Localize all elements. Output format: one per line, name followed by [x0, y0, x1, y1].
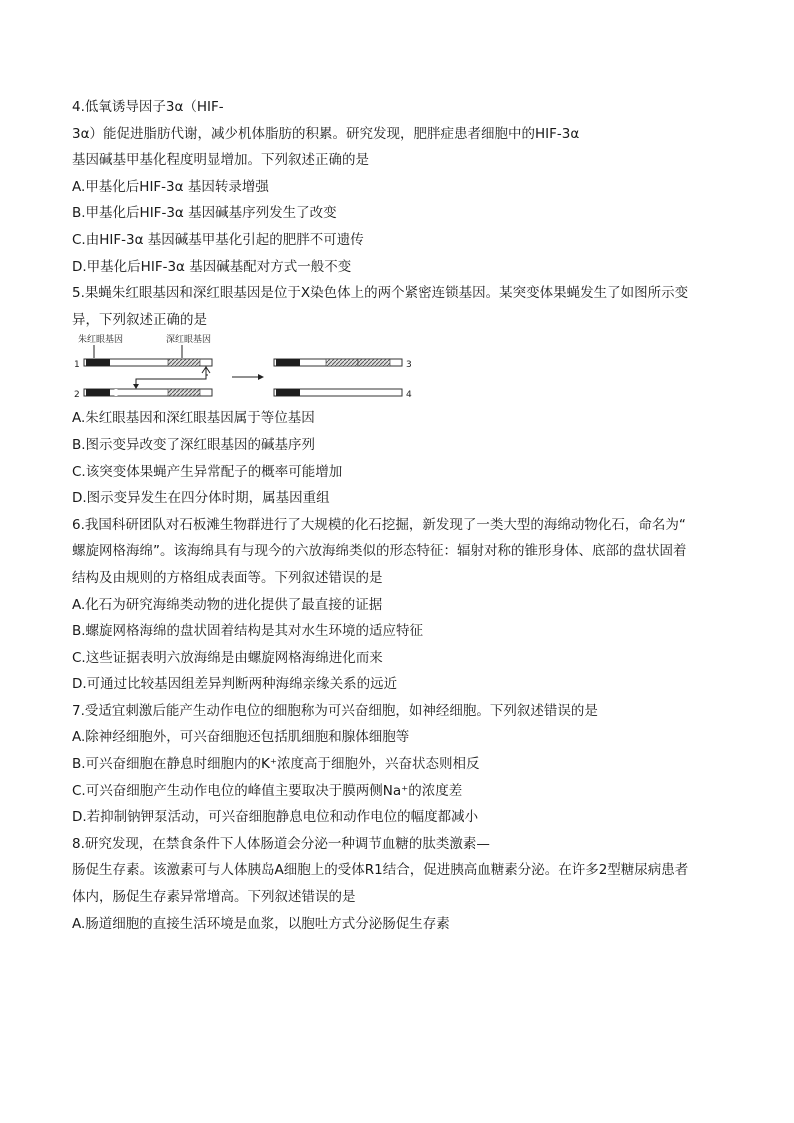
question-8-stem-line-3: 体内，肠促生存素异常增高。下列叙述错误的是 [72, 889, 356, 906]
question-content [72, 94, 724, 937]
result-arrow-head [258, 374, 264, 380]
question-8-stem-line-1: 8.研究发现，在禁食条件下人体肠道会分泌一种调节血糖的肽类激素— [72, 835, 490, 852]
question-6-option-b: B.螺旋网格海绵的盘状固着结构是其对水生环境的适应特征 [72, 623, 424, 640]
question-4-option-d: D.甲基化后HIF-3α 基因碱基配对方式一般不变 [72, 258, 352, 275]
question-5-option-b: B.图示变异改变了深红眼基因的碱基序列 [72, 436, 316, 453]
vermilion-gene-label: 朱红眼基因 [78, 335, 124, 346]
translocation-arrow [133, 366, 210, 389]
question-6-stem-line-2: 螺旋网格海绵”。该海绵具有与现今的六放海绵类似的形态特征：辐射对称的锥形身体、底部的盘状固着 [72, 543, 687, 560]
question-7-option-d: D.若抑制钠钾泵活动，可兴奋细胞静息电位和动作电位的幅度都减小 [72, 809, 479, 826]
question-5-option-c: C.该突变体果蝇产生异常配子的概率可能增加 [72, 463, 343, 480]
question-4-stem-line-2: 3α）能促进脂肪代谢，减少机体脂肪的积累。研究发现，肥胖症患者细胞中的HIF-3α [72, 125, 580, 142]
question-4 [72, 94, 724, 280]
question-4-option-b: B.甲基化后HIF-3α 基因碱基序列发生了改变 [72, 205, 337, 222]
question-6 [72, 512, 724, 698]
question-6-stem-line-1: 6.我国科研团队对石板滩生物群进行了大规模的化石挖掘，新发现了一类大型的海绵动物化石，命名为“ [72, 516, 686, 533]
chromosome-4-number: 4 [406, 390, 412, 401]
question-4-stem-line-1: 4.低氧诱导因子3α（HIF- [72, 99, 224, 115]
question-8-stem-line-2: 肠促生存素。该激素可与人体胰岛A细胞上的受体R1结合，促进胰高血糖素分泌。在许多2型糖尿病患者 [72, 862, 689, 879]
deep-red-gene-label: 深红眼基因 [166, 335, 212, 346]
chromosome-1-number: 1 [74, 360, 80, 371]
chromosome-1 [84, 359, 212, 366]
deep-red-gene-segment [326, 359, 358, 366]
vermilion-gene-segment [276, 359, 300, 366]
question-5-option-a: A.朱红眼基因和深红眼基因属于等位基因 [72, 410, 315, 427]
question-6-option-a: A.化石为研究海绵类动物的进化提供了最直接的证据 [72, 596, 383, 613]
question-8 [72, 831, 724, 937]
question-5-option-d: D.图示变异发生在四分体时期，属基因重组 [72, 490, 330, 507]
question-6-option-d: D.可通过比较基因组差异判断两种海绵亲缘关系的远近 [72, 676, 398, 693]
question-7-option-c: C.可兴奋细胞产生动作电位的峰值主要取决于膜两侧Na⁺的浓度差 [72, 782, 463, 799]
vermilion-gene-segment [276, 389, 300, 396]
chromosome-diagram [72, 333, 724, 405]
question-7-option-a: A.除神经细胞外，可兴奋细胞还包括肌细胞和腺体细胞等 [72, 729, 410, 746]
question-7-option-b: B.可兴奋细胞在静息时细胞内的K⁺浓度高于细胞外，兴奋状态则相反 [72, 756, 480, 773]
question-5-stem-line-1: 5.果蝇朱红眼基因和深红眼基因是位于X染色体上的两个紧密连锁基因。某突变体果蝇发生了如图所示变 [72, 285, 689, 302]
vermilion-gene-segment [86, 359, 110, 366]
question-7-stem-line-1: 7.受适宜刺激后能产生动作电位的细胞称为可兴奋细胞，如神经细胞。下列叙述错误的是 [72, 702, 598, 719]
question-6-option-c: C.这些证据表明六放海绵是由螺旋网格海绵进化而来 [72, 649, 383, 666]
deep-red-gene-segment [168, 389, 200, 396]
chromosome-figure [72, 333, 724, 405]
question-4-option-a: A.甲基化后HIF-3α 基因转录增强 [72, 178, 269, 195]
question-4-option-c: C.由HIF-3α 基因碱基甲基化引起的肥胖不可遗传 [72, 231, 364, 248]
question-7 [72, 698, 724, 831]
vermilion-gene-segment [86, 389, 110, 396]
chromosome-2 [84, 389, 212, 396]
chromosome-3-number: 3 [406, 360, 412, 371]
question-5 [72, 280, 724, 512]
duplicated-deep-red-gene-segment [358, 359, 390, 366]
question-6-stem-line-3: 结构及由规则的方格组成表面等。下列叙述错误的是 [72, 569, 383, 586]
chromosome-2-number: 2 [74, 390, 80, 401]
question-5-stem-line-2: 异，下列叙述正确的是 [72, 311, 207, 328]
chromosome-4 [274, 389, 402, 396]
chromosome-3 [274, 359, 402, 366]
question-4-stem-line-3: 基因碱基甲基化程度明显增加。下列叙述正确的是 [72, 152, 369, 169]
deep-red-gene-segment [168, 359, 200, 366]
question-8-option-a: A.肠道细胞的直接生活环境是血浆，以胞吐方式分泌肠促生存素 [72, 915, 450, 932]
